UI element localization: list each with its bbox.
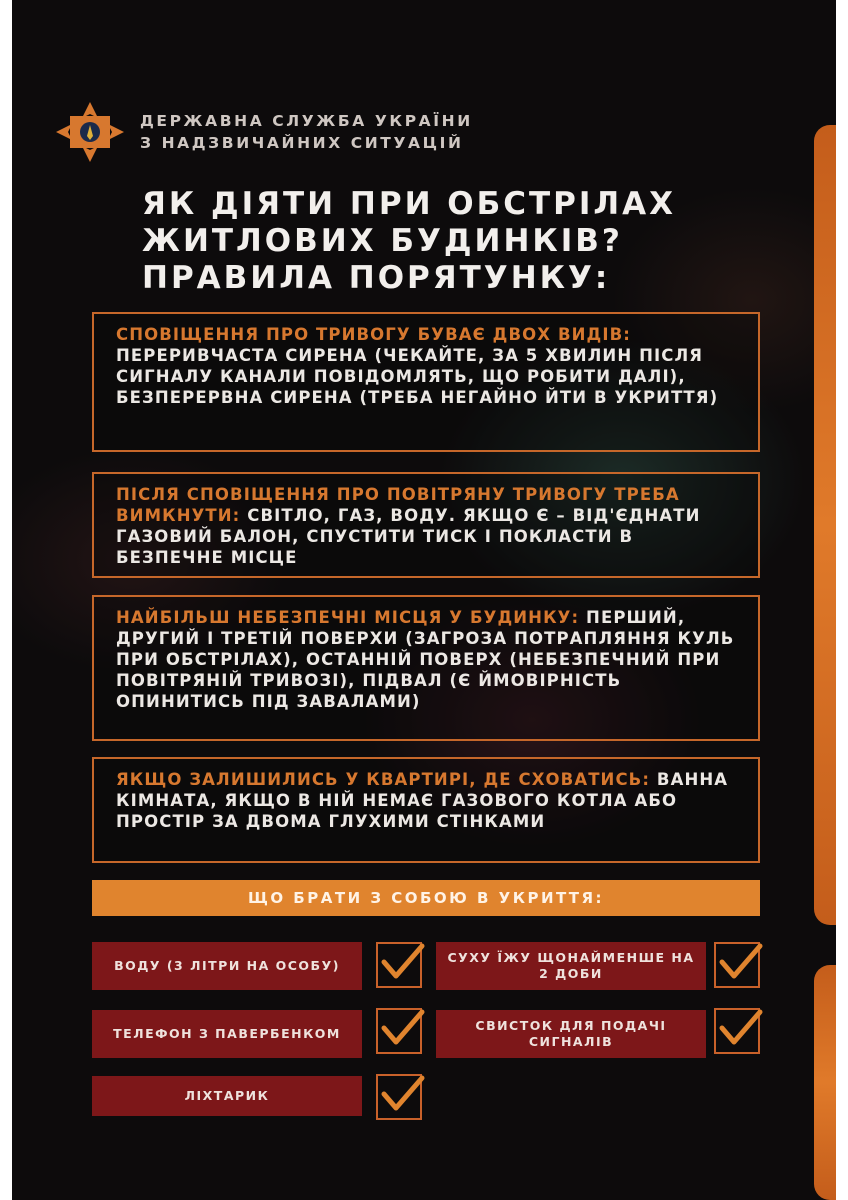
rule-box-alarm-types	[92, 312, 760, 452]
rule-text: ВАННА КІМНАТА, ЯКЩО В НІЙ НЕМАЄ ГАЗОВОГО КОТЛА АБО ПРОСТІР ЗА ДВОМА ГЛУХИМИ СТІНКАМИ	[116, 770, 729, 831]
title-line1: ЯК ДІЯТИ ПРИ ОБСТРІЛАХ	[142, 186, 677, 222]
org-header	[54, 100, 473, 164]
checkbox-flashlight	[376, 1074, 422, 1120]
org-name-line1: ДЕРЖАВНА СЛУЖБА УКРАЇНИ	[140, 112, 473, 130]
rule-box-dangerous-places	[92, 595, 760, 741]
rule-text: ПЕРШИЙ, ДРУГИЙ І ТРЕТІЙ ПОВЕРХИ (ЗАГРОЗА ПОТРАПЛЯННЯ КУЛЬ ПРИ ОБСТРІЛАХ), ОСТАННІЙ ПОВЕРХ (НЕБЕЗПЕЧНИЙ ПРИ ПОВІТРЯНІЙ ТРИВОЗІ), ПІДВАЛ (Є ЙМОВІРНІСТЬ ОПИНИТИСЬ ПІД ЗАВАЛАМИ)	[116, 608, 735, 711]
edge-accent-bar	[814, 965, 836, 1200]
checklist-item-water: ВОДУ (3 ЛІТРИ НА ОСОБУ)	[92, 942, 362, 990]
rule-highlight: СПОВІЩЕННЯ ПРО ТРИВОГУ БУВАЄ ДВОХ ВИДІВ:	[116, 325, 631, 344]
rule-box-switch-off	[92, 472, 760, 578]
checkbox-phone	[376, 1008, 422, 1054]
rule-text: СВІТЛО, ГАЗ, ВОДУ. ЯКЩО Є – ВІД'ЄДНАТИ ГАЗОВИЙ БАЛОН, СПУСТИТИ ТИСК І ПОКЛАСТИ В БЕЗПЕЧНЕ МІСЦЕ	[116, 506, 701, 567]
checklist-item-food: СУХУ ЇЖУ ЩОНАЙМЕНШЕ НА 2 ДОБИ	[436, 942, 706, 990]
rule-highlight: ПІСЛЯ СПОВІЩЕННЯ ПРО ПОВІТРЯНУ ТРИВОГУ ТРЕБА ВИМКНУТИ:	[116, 485, 680, 525]
rule-text: ПЕРЕРИВЧАСТА СИРЕНА (ЧЕКАЙТЕ, ЗА 5 ХВИЛИН ПІСЛЯ СИГНАЛУ КАНАЛИ ПОВІДОМЛЯТЬ, ЩО РОБИТИ ДАЛІ), БЕЗПЕРЕРВНА СИРЕНА (ТРЕБА НЕГАЙНО ЙТИ В УКРИТТЯ)	[116, 346, 719, 407]
checklist-item-whistle: СВИСТОК ДЛЯ ПОДАЧІ СИГНАЛІВ	[436, 1010, 706, 1058]
checkmark-icon	[376, 1070, 428, 1122]
checklist-heading: ЩО БРАТИ З СОБОЮ В УКРИТТЯ:	[92, 880, 760, 916]
checklist-item-flashlight: ЛІХТАРИК	[92, 1076, 362, 1116]
rule-highlight: НАЙБІЛЬШ НЕБЕЗПЕЧНІ МІСЦЯ У БУДИНКУ:	[116, 608, 580, 627]
checkbox-water	[376, 942, 422, 988]
checkbox-whistle	[714, 1008, 760, 1054]
rule-box-where-to-hide	[92, 757, 760, 863]
checkmark-icon	[714, 938, 766, 990]
checkmark-icon	[714, 1004, 766, 1056]
rule-highlight: ЯКЩО ЗАЛИШИЛИСЬ У КВАРТИРІ, ДЕ СХОВАТИСЬ:	[116, 770, 651, 789]
title-line2: ЖИТЛОВИХ БУДИНКІВ?	[142, 223, 623, 259]
page-title	[142, 186, 782, 297]
title-line3: ПРАВИЛА ПОРЯТУНКУ:	[142, 260, 611, 296]
edge-accent-bar	[814, 125, 836, 925]
checklist-item-phone: ТЕЛЕФОН З ПАВЕРБЕНКОМ	[92, 1010, 362, 1058]
checkmark-icon	[376, 938, 428, 990]
checkbox-food	[714, 942, 760, 988]
dsns-emblem-icon	[54, 100, 126, 164]
org-name-line2: З НАДЗВИЧАЙНИХ СИТУАЦІЙ	[140, 134, 464, 152]
poster	[12, 0, 836, 1200]
checkmark-icon	[376, 1004, 428, 1056]
